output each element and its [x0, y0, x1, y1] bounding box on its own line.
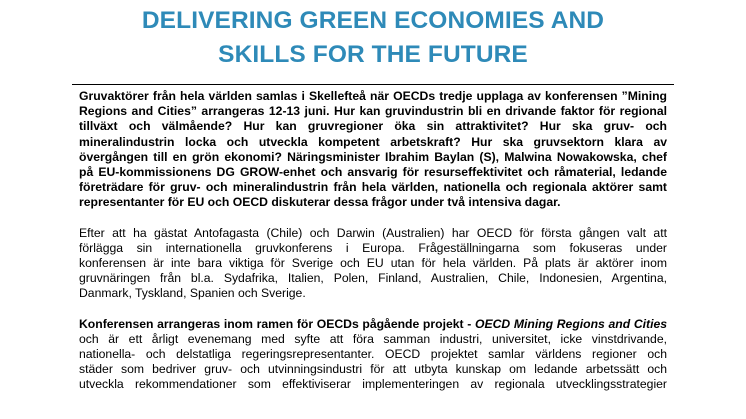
divider [72, 84, 674, 85]
paragraph-line: och är ett årligt evenemang med syfte att föra samman industri, universitet, icke vinstdrivande, [79, 331, 667, 346]
paragraph-line: gruvnäringen från bl.a. Sydafrika, Italien, Polen, Finland, Australien, Chile, Indonesien, Argentina, [79, 271, 667, 286]
paragraph-line: Efter att ha gästat Antofagasta (Chile) och Darwin (Australien) har OECD för första gången valt att [79, 225, 667, 240]
paragraph-gap [79, 302, 667, 317]
project-name: OECD Mining Regions and Cities [474, 316, 667, 331]
intro-line: Gruvaktörer från hela världen samlas i Skellefteå när OECDs tredje upplaga av konferensen ”Mining [79, 89, 667, 103]
title-line-1: DELIVERING GREEN ECONOMIES AND [141, 7, 605, 34]
paragraph-gap [79, 211, 667, 226]
paragraph-line: förlägga sin internationella gruvkonferens i Europa. Frågeställningarna som fokuseras under [79, 240, 667, 255]
intro-line: företrädare för gruv- och mineralindustrin från hela världen, nationella och regionala aktörer samt [79, 180, 667, 195]
paragraph-line: städer som bedriver gruv- och utvinningsindustri för att utbyta kunskap om ledande arbetssätt och [79, 362, 667, 377]
paragraph-line: utveckla rekommendationer som effektiviserar implementeringen av regionala utvecklingsstrategier [79, 377, 667, 392]
intro-line: Regions and Cities” arrangeras 12-13 juni. Hur kan gruvindustrin bli en drivande faktor för regional [79, 104, 667, 119]
paragraph-2 [79, 226, 667, 302]
intro-paragraph [79, 89, 667, 211]
paragraph-line: konferensen är inte bara viktiga för Sverige och EU utan för hela världen. På plats är aktörer inom [79, 256, 667, 271]
paragraph-lead-bold: Konferensen arrangeras inom ramen för OECDs pågående projekt - [79, 316, 472, 331]
title-line-2: SKILLS FOR THE FUTURE [218, 41, 528, 68]
intro-line: representanter för EU och OECD diskuterar dessa frågor under två intensiva dagar. [79, 195, 561, 210]
paragraph-line: nationella- och delstatliga regeringsrepresentanter. OECD projektet samlar världens regioner och [79, 347, 667, 362]
intro-line: på EU-kommissionens DG GROW-enhet och ansvarig för resurseffektivitet och råmaterial, ledande [79, 165, 667, 180]
document-title [0, 4, 746, 72]
intro-line: övergången till en grön ekonomi? Näringsminister Ibrahim Baylan (S), Malwina Nowakowska, chef [79, 149, 667, 164]
intro-line: tillväxt och välmående? Hur kan gruvregioner öka sin attraktivitet? Hur ska gruv- och [79, 119, 667, 134]
document-body [79, 89, 667, 419]
paragraph-lead-line [79, 317, 667, 332]
intro-line: mineralindustrin locka och utveckla kompetent arbetskraft? Hur ska gruvsektorn klara av [79, 134, 667, 149]
paragraph-line: Danmark, Tyskland, Spanien och Sverige. [79, 286, 306, 301]
paragraph-3 [79, 317, 667, 393]
